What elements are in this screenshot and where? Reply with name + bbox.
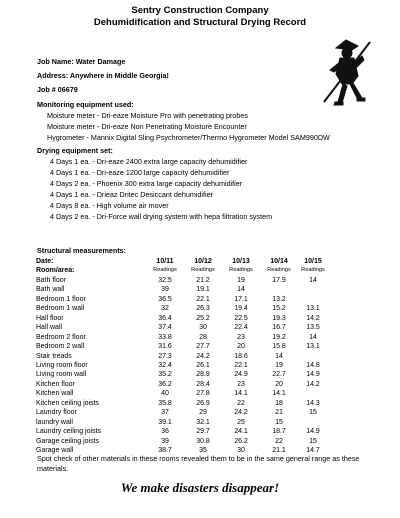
reading-value: 14.9 xyxy=(306,428,320,436)
reading-value: 27.3 xyxy=(158,352,172,360)
reading-value: 37 xyxy=(161,409,169,417)
reading-value: 39.1 xyxy=(158,418,172,426)
measurement-row xyxy=(36,314,328,323)
reading-value: 19.4 xyxy=(234,305,248,313)
readings-label: Readings xyxy=(229,267,253,274)
reading-value: 18 xyxy=(275,399,283,407)
reading-value: 38.7 xyxy=(158,447,172,455)
job-name: Job Name: Water Damage xyxy=(37,57,126,66)
room-area: Bedroom 1 floor xyxy=(36,295,86,303)
job-number: Job # 06679 xyxy=(37,85,78,94)
reading-value: 14.7 xyxy=(306,447,320,455)
room-label: Room/area: xyxy=(36,267,75,275)
reading-value xyxy=(260,285,298,294)
room-area: Laundry floor xyxy=(36,409,77,417)
readings-label: Readings xyxy=(267,267,291,274)
reading-value: 13.5 xyxy=(306,324,320,332)
reading-value xyxy=(298,295,328,304)
reading-value: 32.5 xyxy=(158,276,172,284)
reading-value: 30 xyxy=(199,324,207,332)
reading-value: 24.2 xyxy=(234,409,248,417)
reading-value: 14.2 xyxy=(306,314,320,322)
reading-value: 29.7 xyxy=(196,428,210,436)
reading-value: 39 xyxy=(161,437,169,445)
drying-item: 4 Days 8 ea. - High volume air mover xyxy=(50,201,169,210)
reading-value: 13.1 xyxy=(306,343,320,351)
reading-value: 37.4 xyxy=(158,324,172,332)
drying-item: 4 Days 2 ea. - Dri-Force wall drying system with hepa filtration system xyxy=(50,212,273,221)
reading-value: 30.8 xyxy=(196,437,210,445)
reading-value: 14 xyxy=(275,352,283,360)
reading-value: 28 xyxy=(199,333,207,341)
measurement-row xyxy=(36,370,328,379)
readings-label: Readings xyxy=(301,267,325,274)
reading-value: 26.1 xyxy=(196,361,210,369)
reading-value: 25 xyxy=(237,418,245,426)
measurement-row xyxy=(36,389,328,398)
reading-value: 40 xyxy=(161,390,169,398)
reading-value: 14.8 xyxy=(306,361,320,369)
measurement-row xyxy=(36,437,328,446)
reading-value: 26.9 xyxy=(196,399,210,407)
reading-value: 30 xyxy=(237,447,245,455)
company-slogan: We make disasters disappear! xyxy=(120,480,280,495)
room-area: Stair treads xyxy=(36,352,72,360)
room-area: Living room floor xyxy=(36,361,88,369)
measurement-row xyxy=(36,352,328,361)
drying-heading: Drying equipment set: xyxy=(37,146,113,155)
reading-value: 19 xyxy=(237,276,245,284)
reading-value: 19 xyxy=(275,361,283,369)
room-area: Bath wall xyxy=(36,286,65,294)
room-area: Kitchen ceiling joists xyxy=(36,399,100,407)
reading-value xyxy=(298,418,328,427)
reading-value: 26.2 xyxy=(234,437,248,445)
reading-value: 14 xyxy=(309,333,317,341)
room-area: Bedroom 2 wall xyxy=(36,343,85,351)
reading-value xyxy=(298,389,328,398)
room-header-row xyxy=(36,266,328,275)
reading-value: 36.4 xyxy=(158,314,172,322)
reading-value: 17.9 xyxy=(272,276,286,284)
reading-value: 28.4 xyxy=(196,380,210,388)
room-area: Living room wall xyxy=(36,371,87,379)
reading-value: 18.7 xyxy=(272,428,286,436)
reading-value: 22.1 xyxy=(196,295,210,303)
reading-value: 15.2 xyxy=(272,305,286,313)
reading-value: 33.8 xyxy=(158,333,172,341)
monitoring-item: Moisture meter - Dri-eaze Moisture Pro with penetrating probes xyxy=(47,111,248,120)
reading-value: 31.6 xyxy=(158,343,172,351)
reading-value: 26.3 xyxy=(196,305,210,313)
room-area: Laundry ceiling joists xyxy=(36,428,101,436)
reading-value: 14 xyxy=(237,286,245,294)
room-area: Hall wall xyxy=(36,324,63,332)
reading-value: 23 xyxy=(237,333,245,341)
measurements-table xyxy=(36,257,328,456)
room-area: laundry wall xyxy=(36,418,73,426)
reading-value: 13.2 xyxy=(272,295,286,303)
reading-value: 24.1 xyxy=(234,428,248,436)
reading-value: 15 xyxy=(309,409,317,417)
drying-item: 4 Days 2 ea. - Phoenix 300 extra large capacity dehumidifier xyxy=(50,179,243,188)
spot-check-note: Spot check of other materials in these rooms revealed them to be in the same general range as these materials. xyxy=(37,454,360,473)
reading-value: 13.1 xyxy=(306,305,320,313)
readings-label: Readings xyxy=(153,267,177,274)
reading-value: 19.3 xyxy=(272,314,286,322)
monitoring-item: Moisture meter - Dri-eaze Non Penetrating Moisture Encounter xyxy=(47,122,247,131)
reading-value: 27.7 xyxy=(196,343,210,351)
date-header: 10/15 xyxy=(304,258,322,265)
document-title: Dehumidification and Structural Drying Record xyxy=(93,17,307,28)
reading-value: 17.1 xyxy=(234,295,248,303)
reading-value: 36.5 xyxy=(158,295,172,303)
reading-value: 24.9 xyxy=(234,371,248,379)
reading-value: 20 xyxy=(275,380,283,388)
date-header: 10/12 xyxy=(194,258,212,265)
date-header: 10/14 xyxy=(270,258,288,265)
drying-item: 4 Days 1 ea. - Drieaz Dritec Desiccant dehumidifier xyxy=(50,190,213,199)
measurement-row xyxy=(36,380,328,389)
reading-value: 21 xyxy=(275,409,283,417)
room-area: Hall floor xyxy=(36,314,64,322)
reading-value: 15.8 xyxy=(272,343,286,351)
reading-value: 29 xyxy=(199,409,207,417)
room-area: Bedroom 2 floor xyxy=(36,333,86,341)
reading-value: 21.2 xyxy=(196,276,210,284)
reading-value: 15 xyxy=(275,418,283,426)
job-address: Address: Anywhere in Middle Georgia! xyxy=(37,71,169,80)
reading-value: 35.8 xyxy=(158,399,172,407)
measurement-row xyxy=(36,361,328,370)
reading-value: 22 xyxy=(275,437,283,445)
measurement-row xyxy=(36,418,328,427)
reading-value: 18.6 xyxy=(234,352,248,360)
room-area: Garage wall xyxy=(36,447,74,455)
reading-value: 36 xyxy=(161,428,169,436)
reading-value: 32 xyxy=(161,305,169,313)
reading-value: 19.1 xyxy=(196,286,210,294)
reading-value: 28.9 xyxy=(196,371,210,379)
reading-value: 25.2 xyxy=(196,314,210,322)
minuteman-logo xyxy=(318,36,378,108)
measurement-row xyxy=(36,333,328,342)
drying-item: 4 Days 1 ea. - Dri-eaze 2400 extra large capacity dehumidifier xyxy=(50,157,248,166)
room-area: Bedroom 1 wall xyxy=(36,305,85,313)
reading-value: 22.5 xyxy=(234,314,248,322)
reading-value: 16.7 xyxy=(272,324,286,332)
company-name: Sentry Construction Company xyxy=(131,5,269,16)
measurement-row xyxy=(36,399,328,408)
readings-label: Readings xyxy=(191,267,215,274)
reading-value: 36.2 xyxy=(158,380,172,388)
reading-value xyxy=(298,352,328,361)
reading-value: 35 xyxy=(199,447,207,455)
measurement-row xyxy=(36,427,328,436)
reading-value: 14.3 xyxy=(306,399,320,407)
room-area: Kitchen floor xyxy=(36,380,75,388)
measurement-row xyxy=(36,295,328,304)
monitoring-heading: Monitoring equipment used: xyxy=(37,100,134,109)
reading-value xyxy=(298,285,328,294)
measurements-heading: Structural measurements: xyxy=(37,246,127,255)
reading-value: 22.4 xyxy=(234,324,248,332)
reading-value: 22 xyxy=(237,399,245,407)
reading-value: 14.1 xyxy=(272,390,286,398)
room-area: Garage ceiling joists xyxy=(36,437,100,445)
date-header: 10/11 xyxy=(156,258,174,265)
reading-value: 32.4 xyxy=(158,361,172,369)
reading-value: 22.7 xyxy=(272,371,286,379)
reading-value: 24.2 xyxy=(196,352,210,360)
reading-value: 19.2 xyxy=(272,333,286,341)
reading-value: 22.1 xyxy=(234,361,248,369)
measurement-row xyxy=(36,304,328,313)
drying-item: 4 Days 1 ea. - Dri-eaze 1200 large capacity dehumidifier xyxy=(50,168,230,177)
date-header-row xyxy=(36,257,328,266)
reading-value: 20 xyxy=(237,343,245,351)
reading-value: 32.1 xyxy=(196,418,210,426)
measurement-row xyxy=(36,276,328,285)
reading-value: 27.8 xyxy=(196,390,210,398)
reading-value: 35.2 xyxy=(158,371,172,379)
room-area: Bath floor xyxy=(36,276,66,284)
reading-value: 14.1 xyxy=(234,390,248,398)
reading-value: 23 xyxy=(237,380,245,388)
reading-value: 21.1 xyxy=(272,447,286,455)
measurement-row xyxy=(36,285,328,294)
measurement-row xyxy=(36,408,328,417)
measurement-row xyxy=(36,342,328,351)
monitoring-item: Hygrometer - Mannix Digital Sling Psychrometer/Thermo Hygrometer Model SAM990DW xyxy=(47,133,330,142)
measurement-row xyxy=(36,323,328,332)
reading-value: 14 xyxy=(309,276,317,284)
date-label: Date: xyxy=(36,258,54,265)
date-header: 10/13 xyxy=(232,258,250,265)
reading-value: 39 xyxy=(161,286,169,294)
room-area: Kitchen wall xyxy=(36,390,74,398)
reading-value: 15 xyxy=(309,437,317,445)
reading-value: 14.2 xyxy=(306,380,320,388)
reading-value: 14.9 xyxy=(306,371,320,379)
